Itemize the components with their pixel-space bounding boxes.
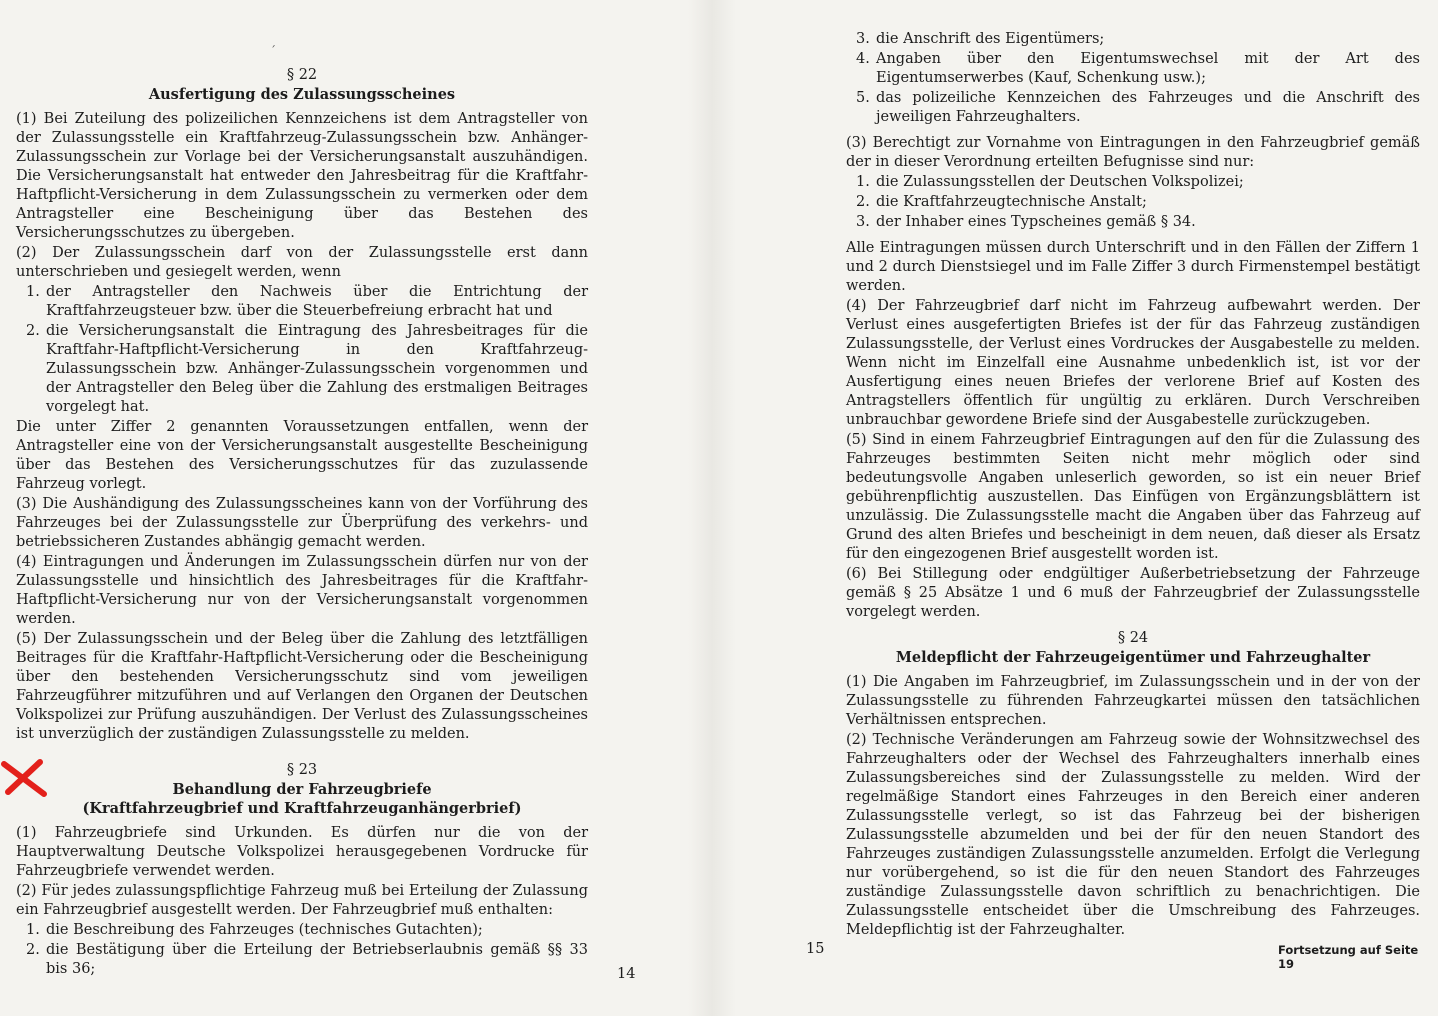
page-14 — [16, 0, 588, 1016]
section-23-list-authorized — [846, 173, 1420, 232]
section-22-list — [16, 283, 588, 417]
section-24-paragraph-2: (2) Technische Veränderungen am Fahrzeug sowie der Wohnsitzwechsel des Fahrzeughalters oder der Wechsel des Fahrzeughalters innerhalb eines Zulassungsbereiches sind der Zulassungsstelle zu melden. Wird der regelmäßige Standort eines Fahrzeuges in den Bereich einer anderen Zulassungsstelle verlegt, so ist das Fahrzeug bei der bisherigen Zulassungsstelle abzumelden und bei der für den neuen Standort des Fahrzeuges zuständigen Zulassungsstelle anzumelden. Erfolgt die Verlegung nur vorübergehend, so ist die für den neuen Standort des Fahrzeuges zuständige Zulassungsstelle davon schriftlich zu benachrichtigen. Die Zulassungsstelle entscheidet über die Umschreibung des Fahrzeuges. Meldepflichtig ist der Fahrzeughalter. — [846, 732, 1420, 938]
section-24-title: Meldepflicht der Fahrzeugeigentümer und Fahrzeughalter — [895, 649, 1371, 666]
page-gutter — [688, 0, 736, 1016]
page-15-column — [846, 30, 1420, 941]
scan-speck: ´ — [270, 44, 276, 58]
section-23-paragraph-3b: Alle Eintragungen müssen durch Unterschrift und in den Fällen der Ziffern 1 und 2 durch Dienstsiegel und im Falle Ziffer 3 durch Firmenstempel bestätigt werden. — [846, 240, 1420, 294]
section-24-paragraph-1: (1) Die Angaben im Fahrzeugbrief, im Zulassungsschein und in der von der Zulassungsstelle zu führenden Fahrzeugkartei müssen den tatsächlichen Verhältnissen entsprechen. — [846, 674, 1420, 728]
section-22-paragraph-4: (4) Eintragungen und Änderungen im Zulassungsschein dürfen nur von der Zulassungsstelle und hinsichtlich des Jahresbeitrages für die Kraftfahr-Haftpflicht-Versicherung nur von der Versicherungsanstalt vorgenommen werden. — [16, 554, 588, 627]
section-22-title: Ausfertigung des Zulassungsscheines — [148, 86, 456, 103]
continuation-note: Fortsetzung auf Seite 19 — [1278, 943, 1419, 971]
section-23-paragraph-5: (5) Sind in einem Fahrzeugbrief Eintragungen auf den für die Zulassung des Fahrzeuges bestimmten Seiten nicht mehr möglich oder sind bedeutungsvolle Angaben unleserlich geworden, so ist ein neuer Brief gebührenpflichtig auszustellen. Das Einfügen von Ergänzungsblättern ist unzulässig. Die Zulassungsstelle macht die Angaben über das Fahrzeug auf Grund des alten Briefes und bescheinigt in dem neuen, daß dieser als Ersatz für den eingezogenen Brief ausgestellt worden ist. — [846, 432, 1420, 562]
list-item: 2. die Bestätigung über die Erteilung der Betriebserlaubnis gemäß §§ 33 bis 36; — [26, 942, 588, 977]
section-22-paragraph-5: (5) Der Zulassungsschein und der Beleg über die Zahlung des letztfälligen Beitrages für die Kraftfahr-Haftpflicht-Versicherung oder die Bescheinigung über den bestehenden Versicherungsschutz sind vom jeweiligen Fahrzeugführer mitzuführen und auf Verlangen den Organen der Deutschen Volkspolizei zur Prüfung auszuhändigen. Der Verlust des Zulassungsscheines ist unverzüglich der zuständigen Zulassungsstelle zu melden. — [16, 631, 588, 742]
section-23-list — [16, 921, 588, 979]
section-23-subtitle: (Kraftfahrzeugbrief und Kraftfahrzeuganhängerbrief) — [82, 800, 522, 817]
red-cross-mark-icon — [0, 758, 52, 798]
section-23-paragraph-1: (1) Fahrzeugbriefe sind Urkunden. Es dürfen nur die von der Hauptverwaltung Deutsche Volkspolizei herausgegebenen Vordrucke für Fahrzeugbriefe verwendet werden. — [16, 825, 588, 879]
page-number-left: 14 — [617, 966, 636, 982]
list-item: 3. der Inhaber eines Typscheines gemäß § 34. — [856, 214, 1196, 230]
section-24-heading: § 24 — [1117, 630, 1149, 646]
section-23-heading: § 23 — [286, 762, 318, 778]
section-23-paragraph-4: (4) Der Fahrzeugbrief darf nicht im Fahrzeug aufbewahrt werden. Der Verlust eines ausgefertigten Briefes ist der für das Fahrzeug zuständigen Zulassungsstelle, der Verlust eines Vordruckes der Ausgabestelle zu melden. Wenn nicht im Einzelfall eine Ausnahme unbedenklich ist, ist vor der Ausfertigung eines neuen Briefes der verlorene Brief auf Kosten des Antragstellers öffentlich für ungültig zu erklären. Durch Verschreiben unbrauchbar gewordene Briefe sind der Ausgabestelle zurückzugeben. — [846, 298, 1420, 428]
list-item: 4. Angaben über den Eigentumswechsel mit der Art des Eigentumserwerbes (Kauf, Schenkung usw.); — [856, 51, 1420, 86]
section-22-paragraph-2: (2) Der Zulassungsschein darf von der Zulassungsstelle erst dann unterschrieben und gesiegelt werden, wenn — [16, 245, 588, 280]
list-item: 3. die Anschrift des Eigentümers; — [856, 31, 1105, 47]
section-22-paragraph-2b: Die unter Ziffer 2 genannten Voraussetzungen entfallen, wenn der Antragsteller eine von der Versicherungsanstalt ausgestellte Bescheinigung über das Bestehen des Versicherungsschutzes für das zuzulassende Fahrzeug vorlegt. — [16, 419, 588, 492]
section-23-title: Behandlung der Fahrzeugbriefe — [172, 781, 432, 798]
list-item: 1. die Beschreibung des Fahrzeuges (technisches Gutachten); — [26, 922, 483, 938]
page-number-right: 15 — [806, 941, 825, 957]
list-item: 1. die Zulassungsstellen der Deutschen Volkspolizei; — [856, 174, 1244, 190]
section-23-list-continued — [846, 30, 1420, 127]
section-22-paragraph-1: (1) Bei Zuteilung des polizeilichen Kennzeichens ist dem Antragsteller von der Zulassungsstelle ein Kraftfahrzeug-Zulassungsschein bzw. Anhänger-Zulassungsschein zur Vorlage bei der Versicherungsanstalt auszuhändigen. Die Versicherungsanstalt hat entweder den Jahresbeitrag für die Kraftfahr-Haftpflicht-Versicherung in dem Zulassungsschein zu vermerken oder dem Antragsteller eine Bescheinigung über das Bestehen des Versicherungsschutzes zu übergeben. — [16, 111, 588, 241]
list-item: 2. die Versicherungsanstalt die Eintragung des Jahresbeitrages für die Kraftfahr-Haftpflicht-Versicherung in den Kraftfahrzeug-Zulassungsschein bzw. Anhänger-Zulassungsschein vorgenommen und der Antragsteller den Beleg über die Zahlung des erstmaligen Beitrages vorgelegt hat. — [26, 323, 588, 415]
section-23-paragraph-3: (3) Berechtigt zur Vornahme von Eintragungen in den Fahrzeugbrief gemäß der in dieser Verordnung erteilten Befugnisse sind nur: — [846, 135, 1420, 170]
page-14-column — [16, 66, 588, 980]
list-item: 1. der Antragsteller den Nachweis über die Entrichtung der Kraftfahrzeugsteuer bzw. über die Steuerbefreiung erbracht hat und — [26, 284, 588, 319]
section-22-paragraph-3: (3) Die Aushändigung des Zulassungsscheines kann von der Vorführung des Fahrzeuges bei der Zulassungsstelle zur Überprüfung des verkehrs- und betriebssicheren Zustandes abhängig gemacht werden. — [16, 496, 588, 550]
list-item: 2. die Kraftfahrzeugtechnische Anstalt; — [856, 194, 1147, 210]
list-item: 5. das polizeiliche Kennzeichen des Fahrzeuges und die Anschrift des jeweiligen Fahrzeughalters. — [856, 90, 1420, 125]
section-23-paragraph-2: (2) Für jedes zulassungspflichtige Fahrzeug muß bei Erteilung der Zulassung ein Fahrzeugbrief ausgestellt werden. Der Fahrzeugbrief muß enthalten: — [16, 883, 588, 918]
page-15 — [846, 0, 1420, 1016]
section-22-heading: § 22 — [286, 67, 318, 83]
section-23-paragraph-6: (6) Bei Stillegung oder endgültiger Außerbetriebsetzung der Fahrzeuge gemäß § 25 Absätze 1 und 6 muß der Fahrzeugbrief der Zulassungsstelle vorgelegt werden. — [846, 566, 1420, 620]
